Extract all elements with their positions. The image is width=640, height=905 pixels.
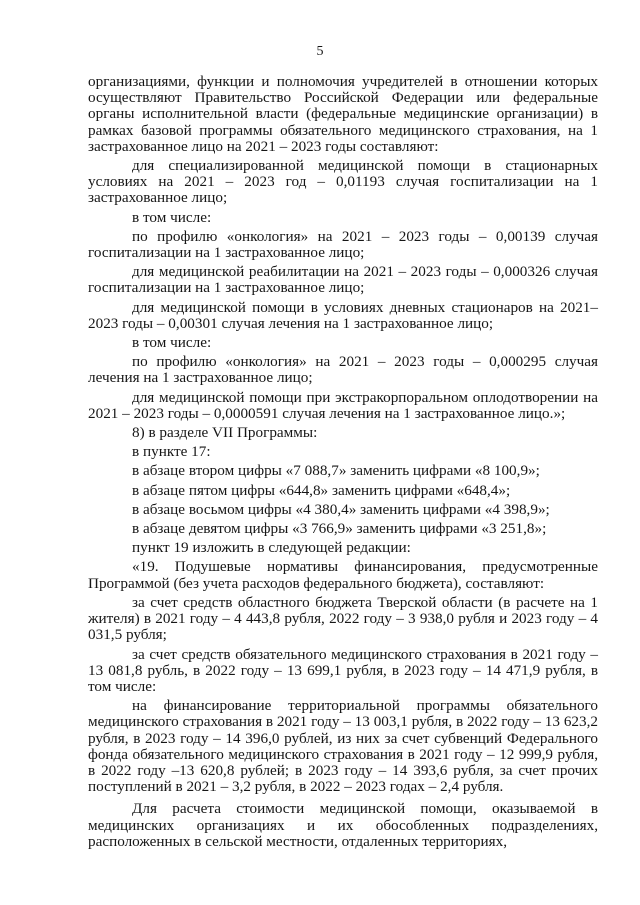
paragraph: в том числе: <box>132 208 212 226</box>
paragraph: в абзаце пятом цифры «644,8» заменить цифрами «648,4»; <box>132 481 511 499</box>
document-body <box>88 74 598 850</box>
paragraph: в абзаце восьмом цифры «4 380,4» заменить цифрами «4 398,9»; <box>132 500 550 518</box>
paragraph: «19. Подушевые нормативы финансирования, предусмотренные Программой (без учета расходов федерального бюджета), составляют: <box>88 558 598 592</box>
paragraph: для медицинской помощи при экстракорпоральном оплодотворении на 2021 – 2023 годы – 0,0000591 случая лечения на 1 застрахованное лицо.»; <box>88 388 598 422</box>
paragraph: за счет средств областного бюджета Тверской области (в расчете на 1 жителя) в 2021 году – 4 443,8 рубля, 2022 году – 3 938,0 рубля и 2023 году – 4 031,5 рубля; <box>88 593 598 644</box>
paragraph: в абзаце втором цифры «7 088,7» заменить цифрами «8 100,9»; <box>132 462 540 480</box>
page-number: 5 <box>316 44 324 59</box>
paragraph: пункт 19 изложить в следующей редакции: <box>132 539 411 557</box>
paragraph: по профилю «онкология» на 2021 – 2023 годы – 0,00139 случая госпитализации на 1 застрахованное лицо; <box>88 227 598 262</box>
paragraph: на финансирование территориальной программы обязательного медицинского страхования в 2021 году – 13 003,1 рубля, в 2022 году – 13 623,2 рубля, в 2023 году – 14 396,0 рублей, из них за счет субвенций Федерального фонда обязательного медицинского страхования в 2021 году – 12 999,9 рубля, в 2022 году –13 620,8 рублей; в 2023 году – 14 393,6 рубля, за счет прочих поступлений в 2021 – 3,2 рубля, в 2022 – 2023 годах – 2,4 рубля. <box>88 697 598 796</box>
paragraph: в пункте 17: <box>132 443 211 461</box>
paragraph: организациями, функции и полномочия учредителей в отношении которых осуществляют Правительство Российской Федерации или федеральные органы исполнительной власти (федеральные медицинские организации) в рамках базовой программы обязательного медицинского страхования, на 1 застрахованное лицо на 2021 – 2023 годы составляют: <box>88 73 598 155</box>
paragraph: по профилю «онкология» на 2021 – 2023 годы – 0,000295 случая лечения на 1 застрахованное лицо; <box>88 353 598 387</box>
paragraph: в том числе: <box>132 334 212 352</box>
paragraph: 8) в разделе VII Программы: <box>132 424 318 442</box>
paragraph: в абзаце девятом цифры «3 766,9» заменить цифрами «3 251,8»; <box>132 520 547 538</box>
paragraph: за счет средств обязательного медицинского страхования в 2021 году – 13 081,8 рубль, в 2022 году – 13 699,1 рубля, в 2023 году – 14 471,9 рубля, в том числе: <box>88 645 598 695</box>
paragraph: Для расчета стоимости медицинской помощи, оказываемой в медицинских организациях и их обособленных подразделениях, расположенных в сельской местности, отдаленных территориях, <box>88 800 598 850</box>
paragraph: для медицинской помощи в условиях дневных стационаров на 2021– 2023 годы – 0,00301 случая лечения на 1 застрахованное лицо; <box>88 298 598 332</box>
paragraph: для специализированной медицинской помощи в стационарных условиях на 2021 – 2023 год – 0,01193 случая госпитализации на 1 застрахованное лицо; <box>88 157 598 207</box>
paragraph: для медицинской реабилитации на 2021 – 2023 годы – 0,000326 случая госпитализации на 1 застрахованное лицо; <box>88 263 598 297</box>
